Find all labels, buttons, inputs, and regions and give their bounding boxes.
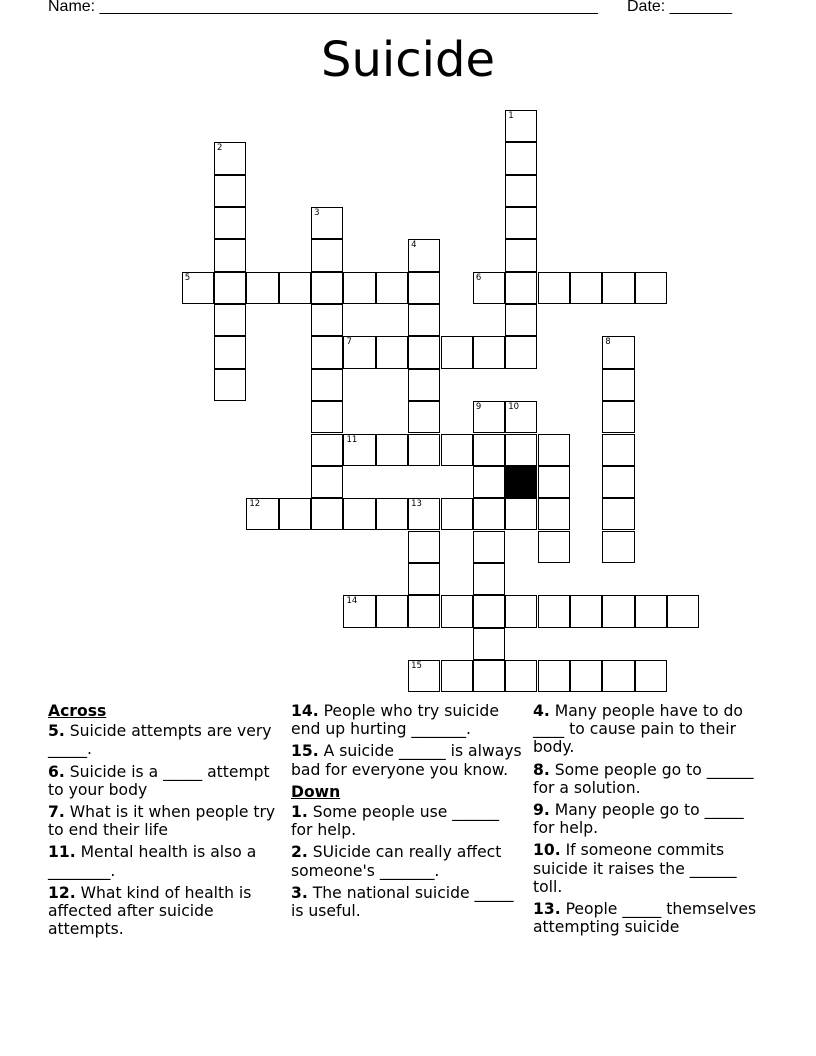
clue-number: 2 [217, 143, 223, 154]
grid-cell[interactable] [214, 336, 246, 368]
grid-cell[interactable] [538, 272, 570, 304]
grid-cell[interactable] [408, 239, 440, 271]
grid-cell[interactable] [473, 531, 505, 563]
grid-cell[interactable] [376, 498, 408, 530]
clue-number: 1 [508, 111, 514, 121]
clue-number: 3 [314, 208, 320, 219]
grid-cell[interactable] [538, 434, 570, 466]
grid-cell[interactable] [376, 336, 408, 368]
clue-number: 11 [346, 434, 358, 445]
grid-cell[interactable] [602, 401, 634, 433]
grid-cell[interactable] [408, 434, 440, 466]
across-clue: 7. What is it when people try to end their life [48, 803, 276, 840]
grid-cell[interactable] [214, 239, 246, 271]
grid-cell[interactable] [441, 336, 473, 368]
grid-cell[interactable] [505, 110, 537, 142]
grid-cell[interactable] [505, 272, 537, 304]
grid-cell[interactable] [441, 595, 473, 627]
clue-number: 13 [411, 499, 422, 510]
grid-cell[interactable] [602, 272, 634, 304]
grid-cell[interactable] [376, 272, 408, 304]
across-clue: 6. Suicide is a _____ attempt to your body [48, 762, 270, 799]
clue-column-1 [48, 702, 280, 942]
date-field-label: Date: _______ [627, 0, 732, 15]
grid-cell[interactable] [343, 434, 375, 466]
grid-cell[interactable] [505, 434, 537, 466]
grid-cell[interactable] [505, 401, 537, 433]
clue-column-3 [533, 702, 765, 940]
clue-number: 14 [346, 596, 358, 607]
grid-cell[interactable] [602, 660, 634, 692]
grid-cell[interactable] [473, 563, 505, 595]
grid-cell[interactable] [570, 595, 602, 627]
clue-number: 4 [411, 240, 417, 251]
grid-cell[interactable] [311, 498, 343, 530]
clue-number: 6 [475, 272, 482, 283]
grid-cell[interactable] [343, 272, 375, 304]
across-clue: 15. A suicide ______ is always bad for everyone you know. [291, 742, 522, 779]
grid-cell[interactable] [311, 401, 343, 433]
grid-cell[interactable] [279, 498, 311, 530]
down-clue: 3. The national suicide _____ is useful. [291, 883, 514, 921]
grid-cell[interactable] [505, 207, 537, 239]
clue-number: 8 [605, 337, 611, 348]
grid-cell[interactable] [343, 498, 375, 530]
grid-cell[interactable] [214, 142, 246, 174]
grid-cell[interactable] [602, 336, 634, 368]
across-heading: Across [48, 702, 107, 720]
grid-cell[interactable] [635, 660, 667, 692]
down-heading: Down [291, 782, 341, 801]
grid-cell[interactable] [505, 498, 537, 530]
down-clue: 4. Many people have to do ____ to cause pain to their body. [533, 702, 743, 757]
clue-number: 10 [508, 402, 520, 413]
grid-cell[interactable] [602, 466, 634, 498]
grid-cell[interactable] [667, 595, 699, 627]
grid-cell[interactable] [311, 304, 343, 336]
grid-cell[interactable] [602, 498, 634, 530]
grid-cell[interactable] [311, 272, 343, 304]
grid-cell[interactable] [635, 595, 667, 627]
across-clue: 12. What kind of health is affected after suicide attempts. [48, 883, 252, 939]
grid-cell[interactable] [473, 628, 505, 660]
page-title: Suicide [321, 32, 495, 88]
grid-cell[interactable] [602, 434, 634, 466]
grid-cell[interactable] [214, 369, 246, 401]
grid-cell[interactable] [311, 336, 343, 368]
grid-cell[interactable] [279, 272, 311, 304]
grid-cell[interactable] [473, 272, 505, 304]
grid-cell[interactable] [602, 595, 634, 627]
clue-number: 15 [411, 660, 422, 671]
grid-cell[interactable] [214, 304, 246, 336]
name-field-label: Name: ________________________________________________________ [48, 0, 598, 15]
grid-cell[interactable] [182, 272, 214, 304]
down-clue: 2. SUicide can really affect someone's _______. [291, 843, 502, 880]
grid-cell[interactable] [214, 175, 246, 207]
grid-cell[interactable] [505, 595, 537, 627]
grid-cell[interactable] [311, 369, 343, 401]
grid-cell[interactable] [408, 369, 440, 401]
grid-cell[interactable] [538, 531, 570, 563]
grid-cell[interactable] [441, 434, 473, 466]
down-clue: 1. Some people use ______ for help. [291, 803, 500, 840]
grid-cell[interactable] [538, 498, 570, 530]
grid-cell[interactable] [311, 466, 343, 498]
grid-cell[interactable] [408, 531, 440, 563]
grid-cell[interactable] [570, 660, 602, 692]
grid-cell[interactable] [473, 595, 505, 627]
grid-cell[interactable] [376, 434, 408, 466]
grid-cell[interactable] [505, 336, 537, 368]
grid-cell[interactable] [473, 336, 505, 368]
grid-cell[interactable] [343, 595, 375, 627]
down-clue: 10. If someone commits suicide it raises the ______ toll. [533, 841, 737, 896]
grid-cell[interactable] [505, 660, 537, 692]
grid-cell[interactable] [408, 336, 440, 368]
grid-cell[interactable] [570, 272, 602, 304]
grid-cell[interactable] [441, 660, 473, 692]
grid-block [505, 466, 537, 498]
grid-cell[interactable] [635, 272, 667, 304]
clue-number: 9 [475, 402, 482, 413]
grid-cell[interactable] [473, 466, 505, 498]
grid-cell[interactable] [311, 239, 343, 271]
grid-cell[interactable] [214, 207, 246, 239]
across-clue: 5. Suicide attempts are very _____. [48, 722, 272, 759]
grid-cell[interactable] [538, 466, 570, 498]
grid-cell[interactable] [505, 175, 537, 207]
grid-cell[interactable] [538, 595, 570, 627]
clue-number: 12 [249, 499, 261, 510]
grid-cell[interactable] [473, 401, 505, 433]
grid-cell[interactable] [473, 498, 505, 530]
grid-cell[interactable] [473, 434, 505, 466]
down-clue: 8. Some people go to ______ for a solution. [533, 760, 754, 797]
clue-column-2 [291, 702, 523, 924]
grid-cell[interactable] [408, 498, 440, 530]
grid-cell[interactable] [408, 660, 440, 692]
grid-cell[interactable] [408, 401, 440, 433]
grid-cell[interactable] [505, 142, 537, 174]
grid-cell[interactable] [473, 660, 505, 692]
grid-cell[interactable] [602, 369, 634, 401]
grid-cell[interactable] [505, 304, 537, 336]
grid-cell[interactable] [408, 563, 440, 595]
grid-cell[interactable] [214, 272, 246, 304]
grid-cell[interactable] [505, 239, 537, 271]
grid-cell[interactable] [408, 304, 440, 336]
across-clue: 11. Mental health is also a ________. [48, 843, 257, 880]
grid-cell[interactable] [311, 434, 343, 466]
down-clue: 13. People _____ themselves attempting suicide [533, 900, 757, 937]
grid-cell[interactable] [408, 272, 440, 304]
grid-cell[interactable] [246, 272, 278, 304]
grid-cell[interactable] [408, 595, 440, 627]
grid-cell[interactable] [311, 207, 343, 239]
clue-number: 5 [184, 272, 191, 283]
grid-cell[interactable] [376, 595, 408, 627]
grid-cell[interactable] [602, 531, 634, 563]
grid-cell[interactable] [538, 660, 570, 692]
grid-cell[interactable] [441, 498, 473, 530]
down-clue: 9. Many people go to _____ for help. [533, 801, 744, 838]
across-clue: 14. People who try suicide end up hurting _______. [291, 702, 499, 739]
clue-number: 7 [346, 337, 352, 348]
grid-cell[interactable] [343, 336, 375, 368]
grid-cell[interactable] [246, 498, 278, 530]
